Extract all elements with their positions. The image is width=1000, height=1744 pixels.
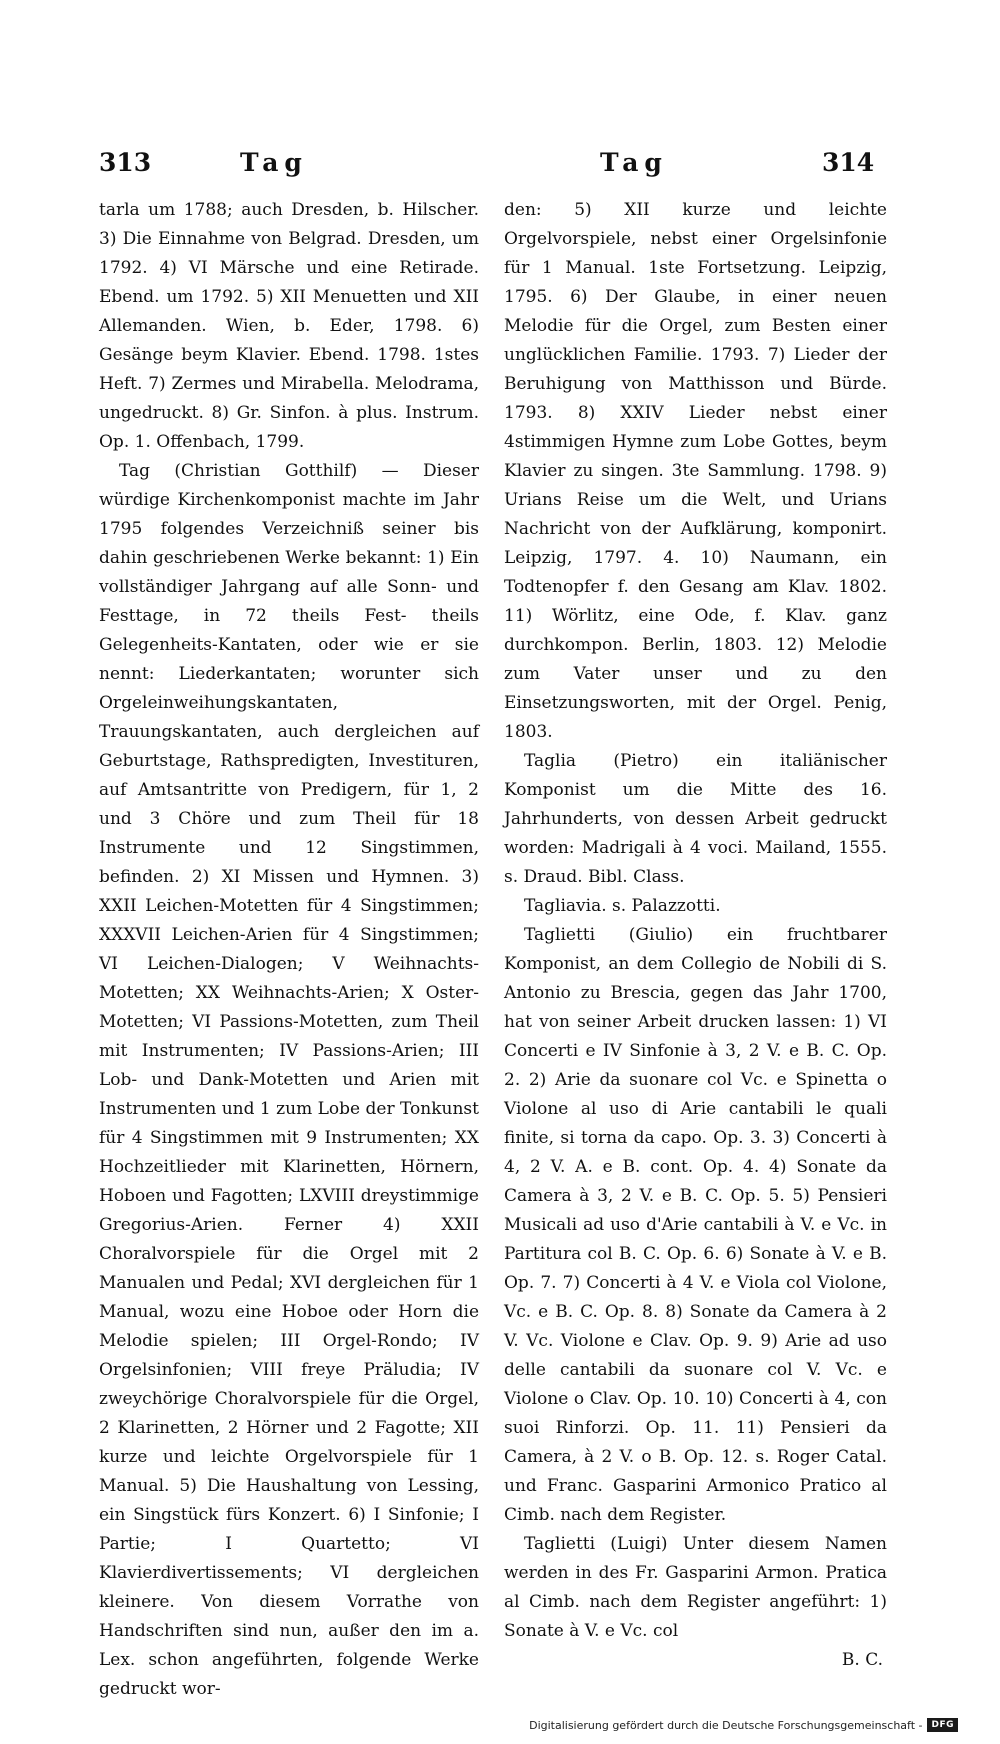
paragraph: Tagliavia. s. Palazzotti. xyxy=(524,896,721,916)
running-head-right: Tag xyxy=(600,148,668,177)
digitization-credit xyxy=(529,1718,958,1732)
right-column xyxy=(504,196,887,1675)
page-number-left: 313 xyxy=(99,148,152,177)
paragraph: Taglia (Pietro) ein italiänischer Komponist um die Mitte des 16. Jahrhunderts, von dessen Arbeit gedruckt worden: Madrigali à 4 voci. Mailand, 1555. s. Draud. Bibl. Class. xyxy=(504,751,887,887)
page-number-right: 314 xyxy=(822,148,875,177)
dfg-logo: DFG xyxy=(927,1718,958,1732)
paragraph: tarla um 1788; auch Dresden, b. Hilscher. 3) Die Einnahme von Belgrad. Dresden, um 1792. 4) VI Märsche und eine Retirade. Ebend. um 1792. 5) XII Menuetten und XII Allemanden. Wien, b. Eder, 1798. 6) Gesänge beym Klavier. Ebend. 1798. 1stes Heft. 7) Zermes und Mirabella. Melodrama, ungedruckt. 8) Gr. Sinfon. à plus. Instrum. Op. 1. Offenbach, 1799. xyxy=(99,200,479,452)
paragraph: Taglietti (Luigi) Unter diesem Namen werden in des Fr. Gasparini Armon. Pratica al Cimb. nach dem Register angeführt: 1) Sonate à V. e Vc. col xyxy=(504,1534,887,1641)
running-head-left: Tag xyxy=(240,148,308,177)
paragraph-tail: B. C. xyxy=(841,1650,883,1670)
credit-text: Digitalisierung gefördert durch die Deutsche Forschungsgemeinschaft - xyxy=(529,1718,923,1732)
paragraph: Taglietti (Giulio) ein fruchtbarer Komponist, an dem Collegio de Nobili di S. Antonio zu Brescia, gegen das Jahr 1700, hat von seiner Arbeit drucken lassen: 1) VI Concerti e IV Sinfonie à 3, 2 V. e B. C. Op. 2. 2) Arie da suonare col Vc. e Spinetta o Violone al uso di Arie cantabili le quali finite, si torna da capo. Op. 3. 3) Concerti à 4, 2 V. A. e B. cont. Op. 4. 4) Sonate da Camera à 3, 2 V. e B. C. Op. 5. 5) Pensieri Musicali ad uso d'Arie cantabili à V. e Vc. in Partitura col B. C. Op. 6. 6) Sonate à V. e B. Op. 7. 7) Concerti à 4 V. e Viola col Violone, Vc. e B. C. Op. 8. 8) Sonate da Camera à 2 V. Vc. Violone e Clav. Op. 9. 9) Arie ad uso delle cantabili da suonare col V. Vc. e Violone o Clav. Op. 10. 10) Concerti à 4, con suoi Rinforzi. Op. 11. 11) Pensieri da Camera, à 2 V. o B. Op. 12. s. Roger Catal. und Franc. Gasparini Armonico Pratico al Cimb. nach dem Register. xyxy=(504,925,887,1525)
paragraph: Tag (Christian Gotthilf) — Dieser würdige Kirchenkomponist machte im Jahr 1795 folgendes Verzeichniß seiner bis dahin geschriebenen Werke bekannt: 1) Ein vollständiger Jahrgang auf alle Sonn- und Festtage, in 72 theils Fest- theils Gelegenheits-Kantaten, oder wie er sie nennt: Liederkantaten; worunter sich Orgeleinweihungskantaten, Trauungskantaten, auch dergleichen auf Geburtstage, Rathspredigten, Investituren, auf Amtsantritte von Predigern, für 1, 2 und 3 Chöre und zum Theil für 18 Instrumente und 12 Singstimmen, befinden. 2) XI Missen und Hymnen. 3) XXII Leichen-Motetten für 4 Singstimmen; XXXVII Leichen-Arien für 4 Singstimmen; VI Leichen-Dialogen; V Weihnachts-Motetten; XX Weihnachts-Arien; X Oster-Motetten; VI Passions-Motetten, zum Theil mit Instrumenten; IV Passions-Arien; III Lob- und Dank-Motetten und Arien mit Instrumenten und 1 zum Lobe der Tonkunst für 4 Singstimmen mit 9 Instrumenten; XX Hochzeitlieder mit Klarinetten, Hörnern, Hoboen und Fagotten; LXVIII dreystimmige Gregorius-Arien. Ferner 4) XXII Choralvorspiele für die Orgel mit 2 Manualen und Pedal; XVI dergleichen für 1 Manual, wozu eine Hoboe oder Horn die Melodie spielen; III Orgel-Rondo; IV Orgelsinfonien; VIII freye Präludia; IV zweychörige Choralvorspiele für die Orgel, 2 Klarinetten, 2 Hörner und 2 Fagotte; XII kurze und leichte Orgelvorspiele für 1 Manual. 5) Die Haushaltung von Lessing, ein Singstück fürs Konzert. 6) I Sinfonie; I Partie; I Quartetto; VI Klavierdivertissements; VI dergleichen kleinere. Von diesem Vorrathe von Handschriften sind nun, außer den im a. Lex. schon angeführten, folgende Werke gedruckt wor- xyxy=(99,461,479,1699)
left-column xyxy=(99,196,479,1704)
paragraph: den: 5) XII kurze und leichte Orgelvorspiele, nebst einer Orgelsinfonie für 1 Manual. 1ste Fortsetzung. Leipzig, 1795. 6) Der Glaube, in einer neuen Melodie für die Orgel, zum Besten einer unglücklichen Familie. 1793. 7) Lieder der Beruhigung von Matthisson und Bürde. 1793. 8) XXIV Lieder nebst einer 4stimmigen Hymne zum Lobe Gottes, beym Klavier zu singen. 3te Sammlung. 1798. 9) Urians Reise um die Welt, und Urians Nachricht von der Aufklärung, komponirt. Leipzig, 1797. 4. 10) Naumann, ein Todtenopfer f. den Gesang am Klav. 1802. 11) Wörlitz, eine Ode, f. Klav. ganz durchkompon. Berlin, 1803. 12) Melodie zum Vater unser und zu den Einsetzungsworten, mit der Orgel. Penig, 1803. xyxy=(504,200,887,742)
